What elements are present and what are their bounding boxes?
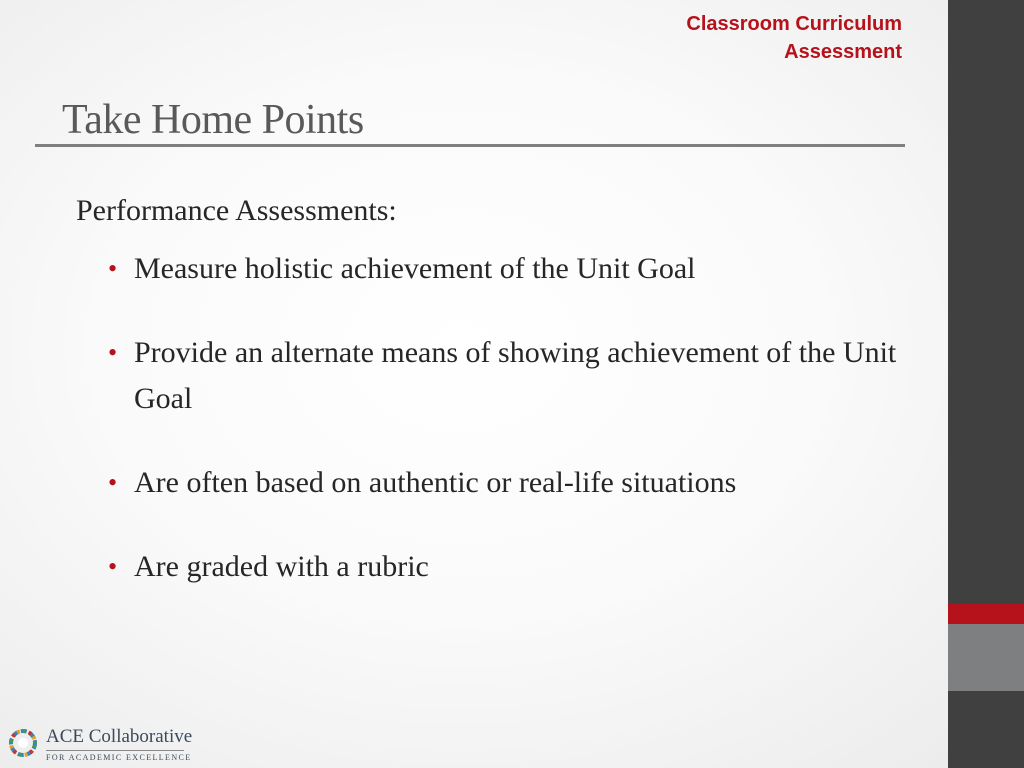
bullet-list [102,246,902,628]
bullet-marker: • [108,468,118,497]
bullet-item [102,246,902,292]
sidebar-red-accent [948,604,1024,624]
bullet-text: Provide an alternate means of showing achievement of the Unit Goal [134,336,897,415]
logo-tagline: FOR ACADEMIC EXCELLENCE [46,753,192,762]
slide-title: Take Home Points [62,97,364,143]
bullet-marker: • [108,254,118,283]
bullet-text: Are graded with a rubric [134,550,429,583]
logo-name: ACE Collaborative [46,726,193,747]
bullet-item [102,330,902,422]
bullet-marker: • [108,552,118,581]
course-header-line-2: Assessment [784,41,902,63]
logo-divider [46,750,184,751]
lead-text: Performance Assessments: [76,194,397,227]
ace-logo-icon [6,726,40,760]
bullet-item [102,460,902,506]
course-header [482,10,902,66]
bullet-text: Measure holistic achievement of the Unit Goal [134,252,696,285]
bullet-item [102,544,902,590]
title-underline [35,144,905,147]
course-header-line-1: Classroom Curriculum [686,13,902,35]
sidebar-grey-block [948,624,1024,691]
bullet-text: Are often based on authentic or real-life situations [134,466,737,499]
ace-collaborative-logo [6,722,193,766]
bullet-marker: • [108,338,118,367]
